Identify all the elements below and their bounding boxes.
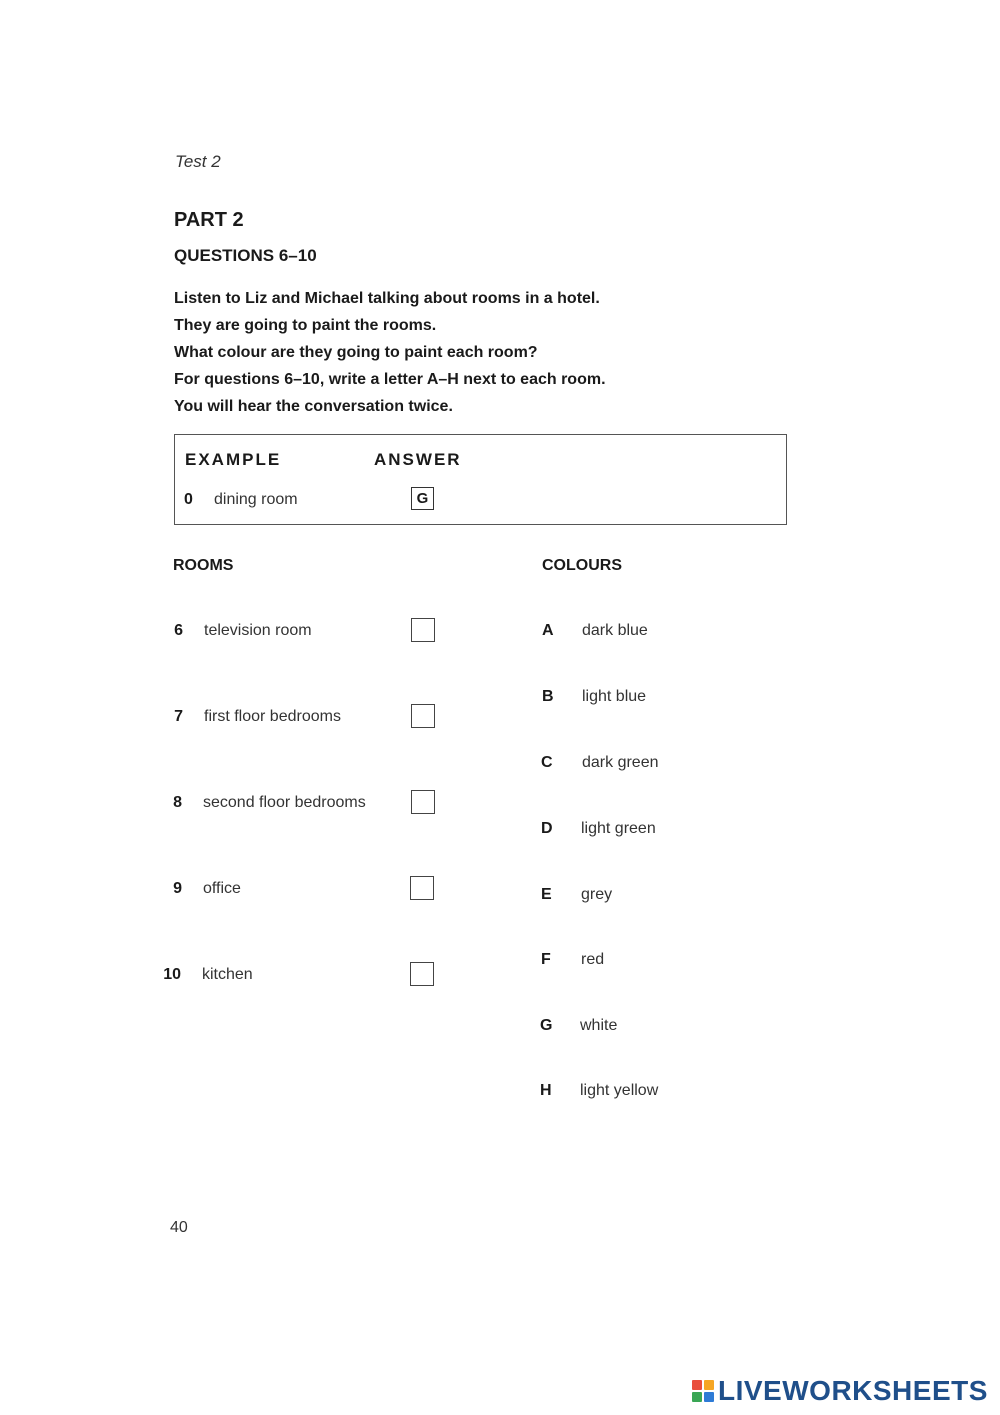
colour-label: dark green xyxy=(582,754,659,771)
room-number: 9 xyxy=(173,880,182,897)
example-number: 0 xyxy=(184,491,193,508)
example-room: dining room xyxy=(214,491,298,508)
instruction-line: For questions 6–10, write a letter A–H next to each room. xyxy=(174,371,606,388)
instructions xyxy=(174,285,606,420)
colour-letter: D xyxy=(541,820,553,837)
colour-letter: B xyxy=(542,688,554,705)
colour-label: light green xyxy=(581,820,656,837)
room-label: office xyxy=(203,880,241,897)
colour-letter: F xyxy=(541,951,551,968)
instruction-line: They are going to paint the rooms. xyxy=(174,317,437,334)
page-number: 40 xyxy=(170,1219,188,1236)
room-label: second floor bedrooms xyxy=(203,794,366,811)
room-number: 6 xyxy=(174,622,183,639)
room-number: 10 xyxy=(163,966,181,983)
colours-heading: COLOURS xyxy=(542,557,622,574)
room-label: television room xyxy=(204,622,312,639)
logo-square xyxy=(704,1380,714,1390)
room-label: first floor bedrooms xyxy=(204,708,341,725)
answer-box[interactable] xyxy=(411,704,435,728)
example-box xyxy=(174,434,787,525)
watermark-text: LIVEWORKSHEETS xyxy=(718,1375,988,1406)
liveworksheets-watermark xyxy=(692,1376,988,1406)
room-number: 7 xyxy=(174,708,183,725)
colour-letter: H xyxy=(540,1082,552,1099)
room-number: 8 xyxy=(173,794,182,811)
logo-square xyxy=(704,1392,714,1402)
colour-letter: G xyxy=(540,1017,553,1034)
answer-label: ANSWER xyxy=(374,450,462,469)
logo-square xyxy=(692,1380,702,1390)
answer-box[interactable] xyxy=(410,876,434,900)
instruction-line: What colour are they going to paint each room? xyxy=(174,344,538,361)
questions-range: QUESTIONS 6–10 xyxy=(174,246,317,265)
colour-label: grey xyxy=(581,886,613,903)
part-title: PART 2 xyxy=(174,209,244,231)
answer-box[interactable] xyxy=(410,962,434,986)
instruction-line: Listen to Liz and Michael talking about rooms in a hotel. xyxy=(174,290,600,307)
colour-label: light blue xyxy=(582,688,647,705)
colour-label: light yellow xyxy=(580,1082,659,1099)
instruction-line: You will hear the conversation twice. xyxy=(174,398,453,415)
colour-letter: A xyxy=(542,622,554,639)
colour-letter: C xyxy=(541,754,553,771)
colour-label: white xyxy=(580,1017,618,1034)
running-head: Test 2 xyxy=(175,152,221,171)
colour-label: dark blue xyxy=(582,622,648,639)
answer-box[interactable] xyxy=(411,618,435,642)
colour-label: red xyxy=(581,951,605,968)
liveworksheets-logo-icon xyxy=(692,1380,714,1402)
example-answer-box: G xyxy=(411,487,434,510)
colour-letter: E xyxy=(541,886,552,903)
rooms-heading: ROOMS xyxy=(173,557,234,574)
example-label: EXAMPLE xyxy=(185,450,282,469)
logo-square xyxy=(692,1392,702,1402)
room-label: kitchen xyxy=(202,966,253,983)
answer-box[interactable] xyxy=(411,790,435,814)
